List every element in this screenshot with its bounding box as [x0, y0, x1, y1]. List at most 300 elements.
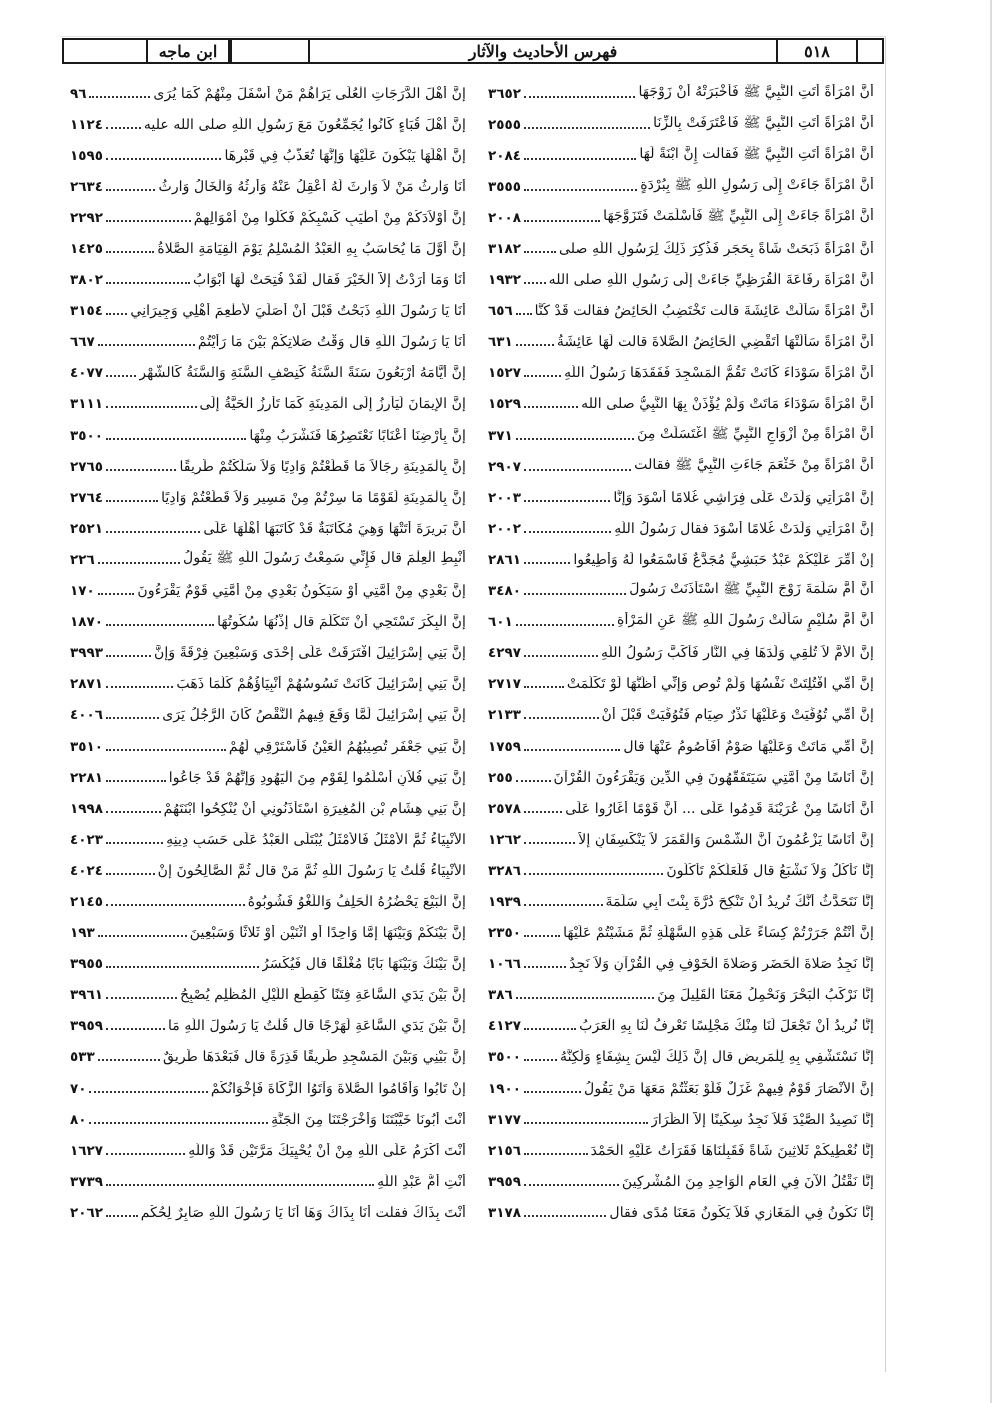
hadith-text: إِنَّا نَصِيدُ الصَّيْدَ فَلاَ نَجِدُ سِكِّينًا إِلاَّ الظِّرَارَ	[650, 1111, 874, 1128]
dot-leader	[524, 1028, 576, 1030]
hadith-number: ١٦٢٧	[70, 1142, 103, 1159]
header-blank-cell	[230, 40, 308, 62]
index-entry	[488, 1073, 874, 1104]
index-entry	[70, 1104, 466, 1135]
index-entry	[70, 762, 466, 793]
hadith-text: أَنْبِطِ الْعِلْمَ قال فَإِنِّي سَمِعْتُ رَسُولَ اللَّهِ ﷺ يَقُولُ	[183, 549, 466, 566]
hadith-number: ٦٥٦	[488, 303, 513, 320]
index-entry	[70, 886, 466, 917]
dot-leader	[524, 251, 556, 253]
book-name: ابن ماجه	[146, 40, 230, 62]
dot-leader	[106, 811, 161, 813]
index-entry	[488, 233, 874, 264]
dot-leader	[516, 624, 614, 626]
hadith-number: ٣٩٥٥	[70, 956, 103, 973]
hadith-number: ٢٧١٧	[488, 676, 521, 693]
dot-leader	[524, 500, 610, 502]
index-entry	[488, 544, 874, 575]
dot-leader	[106, 1153, 185, 1155]
hadith-number: ٣١٨٢	[488, 241, 521, 258]
dot-leader	[98, 562, 180, 564]
dot-leader	[106, 1184, 374, 1186]
dot-leader	[89, 96, 150, 98]
dot-leader	[89, 1091, 207, 1093]
index-entry	[488, 700, 874, 731]
index-entry	[70, 607, 466, 638]
hadith-text: أَنْتَ بِذَاكَ فقلت أَنَا بِذَاكَ وَهَا أَنَا يَا رَسُولَ اللَّهِ صَابِرٌ لِحُكْمِ	[140, 1204, 466, 1221]
dot-leader	[524, 282, 546, 284]
hadith-number: ٤٢٩٧	[488, 645, 521, 662]
hadith-text: أنَّ امْرَأَةً مِنْ خَثْعَمَ جَاءَتِ النَّبِيَّ ﷺ فقالت	[634, 456, 874, 473]
index-entry	[488, 762, 874, 793]
hadith-text: أنَّ امْرَأَةً سَوْدَاءَ مَاتَتْ وَلَمْ يُؤْذَنْ بِهَا النَّبِيُّ صلى الله	[581, 396, 874, 413]
header-blank-cell	[64, 40, 146, 62]
hadith-text: أَنْتَ أَبُونَا خَيَّبْتَنَا وَأَخْرَجْتَنَا مِنَ الْجَنَّةِ	[271, 1111, 466, 1128]
hadith-number: ٢٠٠٨	[488, 209, 521, 226]
index-entry	[70, 669, 466, 700]
hadith-text: إِنَّ بَيْنِي وَبَيْنَ الْمَسْجِدِ طَرِيقًا قَذِرَةً قال فَبَعْدَهَا طَرِيقٌ	[163, 1049, 466, 1066]
index-entry	[488, 1135, 874, 1166]
hadith-number: ٤١٢٧	[488, 1018, 521, 1035]
hadith-text: إِنَّا نَتَحَدَّثُ أَنَّكَ تُرِيدُ أَنْ تَنْكِحَ دُرَّةَ بِنْتَ أَبِي سَلَمَةَ	[605, 893, 874, 910]
dot-leader	[524, 158, 636, 160]
index-entry	[70, 949, 466, 980]
dot-leader	[524, 1153, 588, 1155]
dot-leader	[106, 873, 155, 875]
dot-leader	[524, 904, 603, 906]
index-entry	[70, 109, 466, 140]
hadith-text: أنَّ امْرَأَةً سَوْدَاءَ كَانَتْ تَقُمُّ الْمَسْجِدَ فَفَقَدَهَا رَسُولُ اللَّهِ	[564, 365, 874, 382]
dot-leader	[98, 1059, 160, 1061]
hadith-text: أَنَا يَا رَسُولَ اللَّهِ قال وَقْتُ صَلاتِكُمْ بَيْنَ مَا رَأَيْتُمْ	[197, 334, 466, 351]
hadith-number: ٤٠٢٤	[70, 862, 103, 879]
index-entry	[70, 855, 466, 886]
hadith-text: إِنَّ الْبَيْعَ يَحْضُرُهُ الْحَلِفُ وَاللَّغْوُ فَشُوبُوهُ	[247, 893, 466, 910]
dot-leader	[516, 438, 634, 440]
index-entry	[70, 1166, 466, 1197]
dot-leader	[524, 469, 631, 471]
hadith-text: أَنَّ بَرِيرَةَ أَتَتْهَا وَهِيَ مُكَاتَبَةٌ قَدْ كَاتَبَهَا أَهْلُهَا عَلَى	[203, 520, 466, 537]
dot-leader	[106, 717, 159, 719]
dot-leader	[524, 96, 636, 98]
hadith-number: ٣٥١٠	[70, 738, 103, 755]
hadith-number: ٢١٤٥	[70, 893, 103, 910]
header-blank-cell	[856, 40, 882, 62]
index-entry	[488, 669, 874, 700]
dot-leader	[98, 593, 135, 595]
dot-leader	[106, 282, 190, 284]
index-entry	[70, 544, 466, 575]
hadith-text: أنَّ امْرَأَةً سَأَلَتْهَا أَتَقْضِي الْحَائِضُ الصَّلاةَ قالت لَهَا عَائِشَةُ	[556, 334, 874, 351]
index-entry	[488, 949, 874, 980]
hadith-text: إِنَّ أَهْلَ قُبَاءٍ كَانُوا يُجَمِّعُونَ مَعَ رَسُولِ اللَّهِ صلى الله عليه	[143, 116, 466, 133]
index-entry	[488, 1104, 874, 1135]
hadith-text: إِنَّا نَقْتُلُ الآنَ فِي الْعَامِ الْوَاحِدِ مِنَ الْمُشْرِكِينَ	[621, 1173, 874, 1190]
dot-leader	[524, 1122, 648, 1124]
index-entry	[70, 513, 466, 544]
index-entry	[488, 1166, 874, 1197]
index-entry	[488, 327, 874, 358]
hadith-text: أَنَا وَمَا أَرَدْتُ إِلاَّ الْخَيْرَ فَقال لَقَدْ فُتِحَتْ لَهَا أَبْوَابُ	[193, 272, 466, 289]
page-number: ٥١٨	[776, 40, 856, 62]
dot-leader	[106, 220, 191, 222]
index-entry	[488, 358, 874, 389]
index-entry	[488, 576, 874, 607]
index-entry	[70, 793, 466, 824]
hadith-text: إِنَّ بَنِي هِشَامِ بْنِ الْمُغِيرَةِ اسْتَأْذَنُونِي أَنْ يُنْكِحُوا ابْنَتَهُمْ	[163, 800, 466, 817]
dot-leader	[106, 904, 245, 906]
dot-leader	[516, 344, 554, 346]
hadith-number: ٢٨٧١	[70, 676, 103, 693]
hadith-text: أنَّ أُمَّ سُلَيْمٍ سَأَلَتْ رَسُولَ اللَّهِ ﷺ عَنِ الْمَرْأَةِ	[617, 612, 874, 629]
hadith-text: إِنَّ الإِيمَانَ لَيَأْرِزُ إِلَى الْمَدِينَةِ كَمَا تَأْرِزُ الْحَيَّةُ إِلَى	[199, 396, 466, 413]
index-entry	[488, 140, 874, 171]
dot-leader	[516, 313, 532, 315]
page-title: فهرس الأحاديث والآثار	[308, 40, 776, 62]
index-entry	[70, 482, 466, 513]
dot-leader	[524, 1059, 557, 1061]
index-entry	[70, 265, 466, 296]
hadith-text: إِنَّا نُرِيدُ أَنْ تَجْعَلَ لَنَا مِنْكَ مَجْلِسًا تَعْرِفُ لَنَا بِهِ الْعَرَبُ	[579, 1018, 874, 1035]
index-entry	[70, 1042, 466, 1073]
index-entry	[488, 109, 874, 140]
hadith-number: ٣٩٦١	[70, 987, 103, 1004]
hadith-text: أنَّ امْرَأَةً أَتَتِ النَّبِيَّ ﷺ فَأَخْبَرَتْهُ أَنْ زَوْجَهَا	[638, 83, 874, 100]
index-entry	[488, 731, 874, 762]
hadith-text: الأَنْبِيَاءُ ثُمَّ الأَمْثَلُ فَالأَمْثَلُ يُبْتَلَى الْعَبْدُ عَلَى حَسَبِ دِينِهِ	[166, 831, 466, 848]
dot-leader	[524, 593, 626, 595]
hadith-text: إِنَّ بَنِي جَعْفَرٍ تُصِيبُهُمُ الْعَيْنُ فَأَسْتَرْقِي لَهُمْ	[228, 738, 466, 755]
dot-leader	[106, 655, 151, 657]
hadith-text: إِنَّ بَنِي فُلاَنٍ أَسْلَمُوا لِقَوْمٍ مِنَ الْيَهُودِ وَإِنَّهُمْ قَدْ جَاعُوا	[168, 769, 466, 786]
page-header	[62, 38, 884, 64]
hadith-number: ٣٥٠٠	[488, 1049, 521, 1066]
hadith-text: إِنَّ امْرَأَتِي وَلَدَتْ غُلامًا أَسْوَدَ فقال رَسُولُ اللَّهِ	[614, 520, 874, 537]
index-entry	[488, 638, 874, 669]
hadith-number: ١٧٠	[70, 583, 95, 600]
dot-leader	[524, 1215, 606, 1217]
hadith-number: ٢٥٥	[488, 769, 513, 786]
dot-leader	[524, 935, 560, 937]
index-entry	[70, 1073, 466, 1104]
dot-leader	[106, 1215, 138, 1217]
hadith-number: ٣٨٠٢	[70, 272, 103, 289]
hadith-text: إِنَّ أُمِّي تُوُفِّيَتْ وَعَلَيْهَا نَذْرٌ صِيَامٍ فَتُوُفِّيَتْ قَبْلَ أَنْ	[601, 707, 874, 724]
hadith-number: ٧٠	[70, 1080, 87, 1097]
hadith-text: أَنْتِ أُمُّ عَبْدِ اللَّهِ	[377, 1173, 466, 1190]
hadith-number: ٦٦٧	[70, 334, 95, 351]
hadith-number: ٢٧٦٥	[70, 458, 103, 475]
hadith-text: إِنَّ الأُمَّ لاَ تُلْقِي وَلَدَهَا فِي النَّارِ فَأَكَبَّ رَسُولُ اللَّهِ	[601, 645, 874, 662]
dot-leader	[524, 406, 578, 408]
dot-leader	[524, 842, 575, 844]
hadith-text: إِنَّ الأَنْصَارَ قَوْمٌ فِيهِمْ غَزَلٌ فَلَوْ بَعَثْتُمْ مَعَهَا مَنْ يَقُولُ	[584, 1080, 874, 1097]
hadith-number: ٢٥٢١	[70, 520, 103, 537]
dot-leader	[106, 624, 214, 626]
index-entry	[70, 700, 466, 731]
hadith-number: ١٩٩٨	[70, 800, 103, 817]
dot-leader	[106, 749, 226, 751]
dot-leader	[524, 220, 600, 222]
index-entry	[488, 296, 874, 327]
dot-leader	[106, 127, 141, 129]
index-entry	[70, 296, 466, 327]
index-entry	[488, 1011, 874, 1042]
hadith-text: أنَّ أُنَاسًا مِنْ عُرَيْنَةَ قَدِمُوا عَلَى ... أَنَّ قَوْمًا أَغَارُوا عَلَى	[565, 800, 874, 817]
hadith-number: ٨٠	[70, 1111, 87, 1128]
hadith-number: ٣٩٥٩	[70, 1018, 103, 1035]
hadith-text: إِنَّا نَرْكَبُ الْبَحْرَ وَنَحْمِلُ مَعَنَا الْقَلِيلَ مِنَ	[657, 987, 874, 1004]
hadith-number: ١٥٢٧	[488, 365, 521, 382]
hadith-text: إِنَّ أَوَّلَ مَا يُحَاسَبُ بِهِ الْعَبْدُ الْمُسْلِمُ يَوْمَ الْقِيَامَةِ الصَّلاةُ	[157, 241, 466, 258]
hadith-number: ٢٥٥٥	[488, 116, 521, 133]
hadith-number: ٢٣٥٠	[488, 925, 521, 942]
hadith-text: إِنْ تَابُوا وَأَقَامُوا الصَّلاةَ وَآتَوُا الزَّكَاةَ فَإِخْوَانُكُمْ	[210, 1080, 466, 1097]
dot-leader	[524, 189, 637, 191]
hadith-number: ٣٨٦	[488, 987, 513, 1004]
hadith-number: ٣١٧٧	[488, 1111, 521, 1128]
index-entry	[488, 918, 874, 949]
hadith-text: إِنَّا نَجِدُ صَلاةَ الْحَضَرِ وَصَلاةَ الْخَوْفِ فِي الْقُرْآنِ وَلاَ نَجِدُ	[569, 956, 874, 973]
index-entry	[488, 482, 874, 513]
dot-leader	[524, 749, 620, 751]
hadith-text: إِنَّ أُنَاسًا مِنْ أُمَّتِي سَيَتَفَقَّهُونَ فِي الدِّينِ وَيَقْرَءُونَ الْقُرْآنَ	[553, 769, 874, 786]
hadith-text: إِنْ أُمِّرَ عَلَيْكُمْ عَبْدٌ حَبَشِيٌّ مُجَدَّعٌ فَاسْمَعُوا لَهُ وَأَطِيعُوا	[573, 551, 874, 568]
hadith-number: ١٩٠٠	[488, 1080, 521, 1097]
hadith-number: ١٩٣٩	[488, 893, 521, 910]
hadith-number: ١٥٢٩	[488, 396, 521, 413]
index-entry	[488, 886, 874, 917]
dot-leader	[524, 562, 570, 564]
hadith-text: أَنَا وَارِثُ مَنْ لاَ وَارِثَ لَهُ أَعْقِلُ عَنْهُ وَأَرِثُهُ وَالْخَالُ وَارِثُ	[158, 178, 466, 195]
index-entry	[488, 793, 874, 824]
dot-leader	[106, 406, 197, 408]
hadith-text: أَنْتَ أَكْرَمُ عَلَى اللَّهِ مِنْ أَنْ يُحْيِيَكَ مَرَّتَيْنِ قَدْ وَاللَّهِ	[188, 1142, 466, 1159]
dot-leader	[106, 686, 173, 688]
index-entry	[488, 389, 874, 420]
index-entry	[70, 918, 466, 949]
hadith-text: الأَنْبِيَاءُ قُلْتُ يَا رَسُولَ اللَّهِ ثُمَّ مَنْ قال ثُمَّ الصَّالِحُونَ إِنْ	[157, 862, 466, 879]
index-entry	[70, 202, 466, 233]
hadith-number: ١١٢٤	[70, 116, 103, 133]
hadith-number: ١٠٦٦	[488, 956, 521, 973]
dot-leader	[524, 966, 566, 968]
index-entry	[70, 576, 466, 607]
hadith-text: إِنَّ بَيْنَ يَدَيِ السَّاعَةِ لَهَرْجًا قال قُلْتُ يَا رَسُولَ اللَّهِ مَا	[167, 1018, 466, 1035]
hadith-number: ١٩٣٢	[488, 272, 521, 289]
hadith-number: ٢١٣٣	[488, 707, 521, 724]
hadith-number: ٣٧٣٩	[70, 1173, 103, 1190]
hadith-number: ٢٩٠٧	[488, 458, 521, 475]
hadith-number: ٣٩٩٣	[70, 645, 103, 662]
hadith-number: ٦٣١	[488, 334, 513, 351]
dot-leader	[106, 438, 246, 440]
index-entry	[488, 420, 874, 451]
hadith-number: ١٤٢٥	[70, 241, 103, 258]
index-entry	[70, 1197, 466, 1228]
hadith-number: ١٩٣	[70, 925, 95, 942]
index-entry	[488, 824, 874, 855]
index-entry	[488, 265, 874, 296]
hadith-number: ٢٧٦٤	[70, 489, 103, 506]
hadith-text: إِنَّ بَنِي إِسْرَائِيلَ افْتَرَقَتْ عَلَى إِحْدَى وَسَبْعِينَ فِرْقَةً وَإِنَّ	[153, 645, 466, 662]
index-entry	[488, 855, 874, 886]
hadith-number: ٩٦	[70, 85, 87, 102]
hadith-number: ١٥٩٥	[70, 147, 103, 164]
hadith-text: أنَّ امْرَأَةً أَتَتِ النَّبِيَّ ﷺ فَقالت إِنَّ ابْنَةً لَهَا	[639, 145, 874, 162]
hadith-text: إِنَّ أُمِّي مَاتَتْ وَعَلَيْهَا صَوْمٌ أَفَأَصُومُ عَنْهَا قال	[623, 738, 874, 755]
hadith-number: ٣٤٨٠	[488, 583, 521, 600]
hadith-number: ٣١١١	[70, 396, 103, 413]
hadith-number: ٣٦٥٢	[488, 85, 521, 102]
index-entry	[70, 171, 466, 202]
hadith-text: إِنَّا نَكُونُ فِي الْمَغَازِي فَلاَ يَكُونُ مَعَنَا مُدًى فقال	[609, 1204, 874, 1221]
left-column	[70, 78, 466, 1368]
dot-leader	[106, 189, 156, 191]
hadith-text: إِنَّ امْرَأَتِي وَلَدَتْ عَلَى فِرَاشِي غُلامًا أَسْوَدَ وَإِنَّا	[613, 489, 874, 506]
dot-leader	[106, 469, 177, 471]
index-entry	[488, 78, 874, 109]
dot-leader	[106, 500, 158, 502]
hadith-number: ٣٥٥٥	[488, 178, 521, 195]
hadith-text: إِنَّ بَعْدِي مِنْ أُمَّتِي أَوْ سَيَكُونُ بَعْدِي مِنْ أُمَّتِي قَوْمٌ يَقْرَءُونَ	[137, 583, 466, 600]
hadith-text: إِنَّ أَنْتُمْ جَرَرْتُمْ كِسَاءً عَلَى هَذِهِ السَّهْلَةِ ثُمَّ مَشَيْتُمْ عَلَيْهَا	[563, 925, 874, 942]
index-entry	[488, 451, 874, 482]
hadith-text: إِنَّ أَهْلَ الدَّرَجَاتِ الْعُلَى يَرَاهُمْ مَنْ أَسْفَلَ مِنْهُمْ كَمَا يُرَى	[153, 85, 466, 102]
index-entry	[488, 607, 874, 638]
hadith-text: أنَّ امْرَأَةً أَتَتِ النَّبِيَّ ﷺ فَاعْتَرَفَتْ بِالزِّنَا	[653, 114, 874, 131]
dot-leader	[524, 375, 561, 377]
index-entry	[70, 451, 466, 482]
hadith-text: إِنَّ بَيْنَكَ وَبَيْنَهَا بَابًا مُغْلَقًا قال فَيُكْسَرُ	[261, 956, 466, 973]
hadith-text: إِنَّ بَنِي إِسْرَائِيلَ لَمَّا وَقَعَ فِيهِمُ النَّقْصُ كَانَ الرَّجُلُ يَرَى	[162, 707, 466, 724]
hadith-number: ١٨٧٠	[70, 614, 103, 631]
hadith-number: ١٢٦٢	[488, 831, 521, 848]
hadith-number: ٢١٥٦	[488, 1142, 521, 1159]
hadith-number: ٣١٥٤	[70, 303, 103, 320]
hadith-number: ٦٠١	[488, 614, 513, 631]
dot-leader	[516, 780, 551, 782]
index-entry	[70, 638, 466, 669]
hadith-text: إِنَّ أُنَاسًا يَزْعُمُونَ أَنَّ الشَّمْسَ وَالْقَمَرَ لاَ يَنْكَسِفَانِ إِلاَّ	[578, 831, 874, 848]
index-entry	[70, 1011, 466, 1042]
dot-leader	[524, 686, 564, 688]
hadith-number: ٢٦٣٤	[70, 178, 103, 195]
dot-leader	[98, 935, 187, 937]
hadith-number: ٢٥٧٨	[488, 800, 521, 817]
dot-leader	[524, 531, 611, 533]
hadith-number: ٣٩٥٩	[488, 1173, 521, 1190]
index-entry	[70, 420, 466, 451]
index-entry	[70, 731, 466, 762]
index-entry	[488, 1042, 874, 1073]
dot-leader	[106, 313, 127, 315]
hadith-text: أنَّ امْرَأَةً سَأَلَتْ عَائِشَةَ قالت تَخْتَضِبُ الْحَائِضُ فقالت قَدْ كُنَّا	[534, 303, 874, 320]
index-entry	[488, 202, 874, 233]
hadith-number: ٢٠٦٢	[70, 1204, 103, 1221]
hadith-text: إِنَّ بَيْنَكُمْ وَبَيْنَهَا إِمَّا وَاحِدًا أَوِ اثْنَيْنِ أَوْ ثَلاثًا وَسَبْعِينَ	[189, 925, 466, 942]
dot-leader	[106, 251, 154, 253]
hadith-text: إِنَّ الْبِكْرَ تَسْتَحِي أَنْ تَتَكَلَّمَ قال إِذْنُهَا سُكُوتُهَا	[217, 614, 466, 631]
index-entry	[70, 824, 466, 855]
hadith-number: ٢٢٩٢	[70, 209, 103, 226]
hadith-text: إِنَّ أَيَّامَهُ أَرْبَعُونَ سَنَةً السَّنَةُ كَنِصْفِ السَّنَةِ وَالسَّنَةُ كَالشَّهْرِ	[139, 365, 466, 382]
hadith-number: ٤٠٢٣	[70, 831, 103, 848]
dot-leader	[106, 531, 200, 533]
dot-leader	[524, 655, 598, 657]
dot-leader	[516, 997, 654, 999]
hadith-number: ٢٢٦	[70, 551, 95, 568]
dot-leader	[98, 344, 195, 346]
hadith-text: أنَّ امْرَأَةً جَاءَتْ إِلَى رَسُولِ اللَّهِ ﷺ بِبُرْدَةٍ	[640, 176, 874, 193]
dot-leader	[89, 1122, 268, 1124]
index-entry	[70, 233, 466, 264]
hadith-number: ٣١٧٨	[488, 1204, 521, 1221]
dot-leader	[106, 966, 259, 968]
hadith-number: ٢٨٦١	[488, 551, 521, 568]
hadith-number: ٣٧١	[488, 427, 513, 444]
hadith-text: أنَّ امْرَأَةَ رِفَاعَةَ الْقُرَظِيِّ جَاءَتْ إِلَى رَسُولِ اللَّهِ صلى الله	[548, 272, 874, 289]
hadith-text: إِنَّ أَوْلاَدَكُمْ مِنْ أَطْيَبِ كَسْبِكُمْ فَكُلُوا مِنْ أَمْوَالِهِمْ	[193, 209, 466, 226]
hadith-text: إِنَّا نُعْطِيكُمْ ثَلاثِينَ شَاةً فَقَبِلْنَاهَا فَقَرَأْتُ عَلَيْهِ الْحَمْدَ	[590, 1142, 874, 1159]
dot-leader	[524, 1091, 581, 1093]
index-entry	[70, 389, 466, 420]
index-entry	[70, 140, 466, 171]
dot-leader	[524, 127, 650, 129]
hadith-text: أنَّ امْرَأَةً مِنْ أَزْوَاجِ النَّبِيِّ ﷺ اغْتَسَلَتْ مِنَ	[637, 425, 874, 442]
hadith-number: ٢٠٠٣	[488, 489, 521, 506]
hadith-number: ٤٠٠٦	[70, 707, 103, 724]
hadith-number: ٢٠٠٢	[488, 520, 521, 537]
dot-leader	[524, 873, 663, 875]
hadith-number: ٥٣٣	[70, 1049, 95, 1066]
index-entry	[70, 78, 466, 109]
index-entry	[488, 980, 874, 1011]
hadith-number: ٢٢٨١	[70, 769, 103, 786]
hadith-text: إِنَّ بَيْنَ يَدَيِ السَّاعَةِ فِتَنًا كَقِطَعِ اللَّيْلِ الْمُظْلِمِ يُصْبِحُ	[180, 987, 466, 1004]
index-entry	[70, 327, 466, 358]
hadith-text: إِنَّ أَهْلَهَا يَبْكُونَ عَلَيْهَا وَإِنَّهَا تُعَذَّبُ فِي قَبْرِهَا	[224, 147, 466, 164]
index-entry	[70, 980, 466, 1011]
hadith-number: ٢٠٨٤	[488, 147, 521, 164]
dot-leader	[524, 811, 562, 813]
index-entry	[488, 1197, 874, 1228]
dot-leader	[106, 375, 136, 377]
hadith-text: إِنَّ بِالْمَدِينَةِ رِجَالاً مَا قَطَعْتُمْ وَادِيًا وَلاَ سَلَكْتُمْ طَرِيقًا	[179, 458, 466, 475]
hadith-number: ١٧٥٩	[488, 738, 521, 755]
hadith-text: إِنَّ بِالْمَدِينَةِ لَقَوْمًا مَا سِرْتُمْ مِنْ مَسِيرٍ وَلاَ قَطَعْتُمْ وَادِيًا	[161, 489, 466, 506]
hadith-text: أنَّ امْرَأَةً ذَبَحَتْ شَاةً بِحَجَرٍ فَذُكِرَ ذَلِكَ لِرَسُولِ اللَّهِ صلى	[558, 241, 874, 258]
hadith-text: إِنَّ أُمِّي افْتُلِتَتْ نَفْسُهَا وَلَمْ تُوصِ وَإِنِّي أَظُنُّهَا لَوْ تَكَلَّمَتْ	[566, 676, 874, 693]
hadith-number: ٤٠٧٧	[70, 365, 103, 382]
right-column	[488, 78, 874, 1368]
hadith-text: إِنَّ بِأَرْضِنَا أَعْنَابًا نَعْتَصِرُهَا فَنَشْرَبُ مِنْهَا	[249, 427, 466, 444]
dot-leader	[106, 780, 166, 782]
hadith-number: ٣٢٨٦	[488, 862, 521, 879]
index-entry	[70, 358, 466, 389]
index-entry	[488, 171, 874, 202]
dot-leader	[524, 717, 599, 719]
hadith-text: أنَّ أُمَّ سَلَمَةَ زَوْجَ النَّبِيِّ ﷺ اسْتَأْذَنَتْ رَسُولَ	[629, 581, 874, 598]
hadith-number: ٣٥٠٠	[70, 427, 103, 444]
dot-leader	[106, 158, 221, 160]
index-entry	[488, 513, 874, 544]
dot-leader	[524, 1184, 619, 1186]
hadith-text: إِنَّا نَأْكُلُ وَلاَ نَشْبَعُ قال فَلَعَلَّكُمْ تَأْكُلُونَ	[666, 862, 874, 879]
dot-leader	[106, 842, 163, 844]
hadith-text: أنَّ امْرَأَةً جَاءَتْ إِلَى النَّبِيِّ ﷺ فَأَسْلَمَتْ فَتَزَوَّجَهَا	[603, 207, 874, 224]
dot-leader	[106, 997, 177, 999]
